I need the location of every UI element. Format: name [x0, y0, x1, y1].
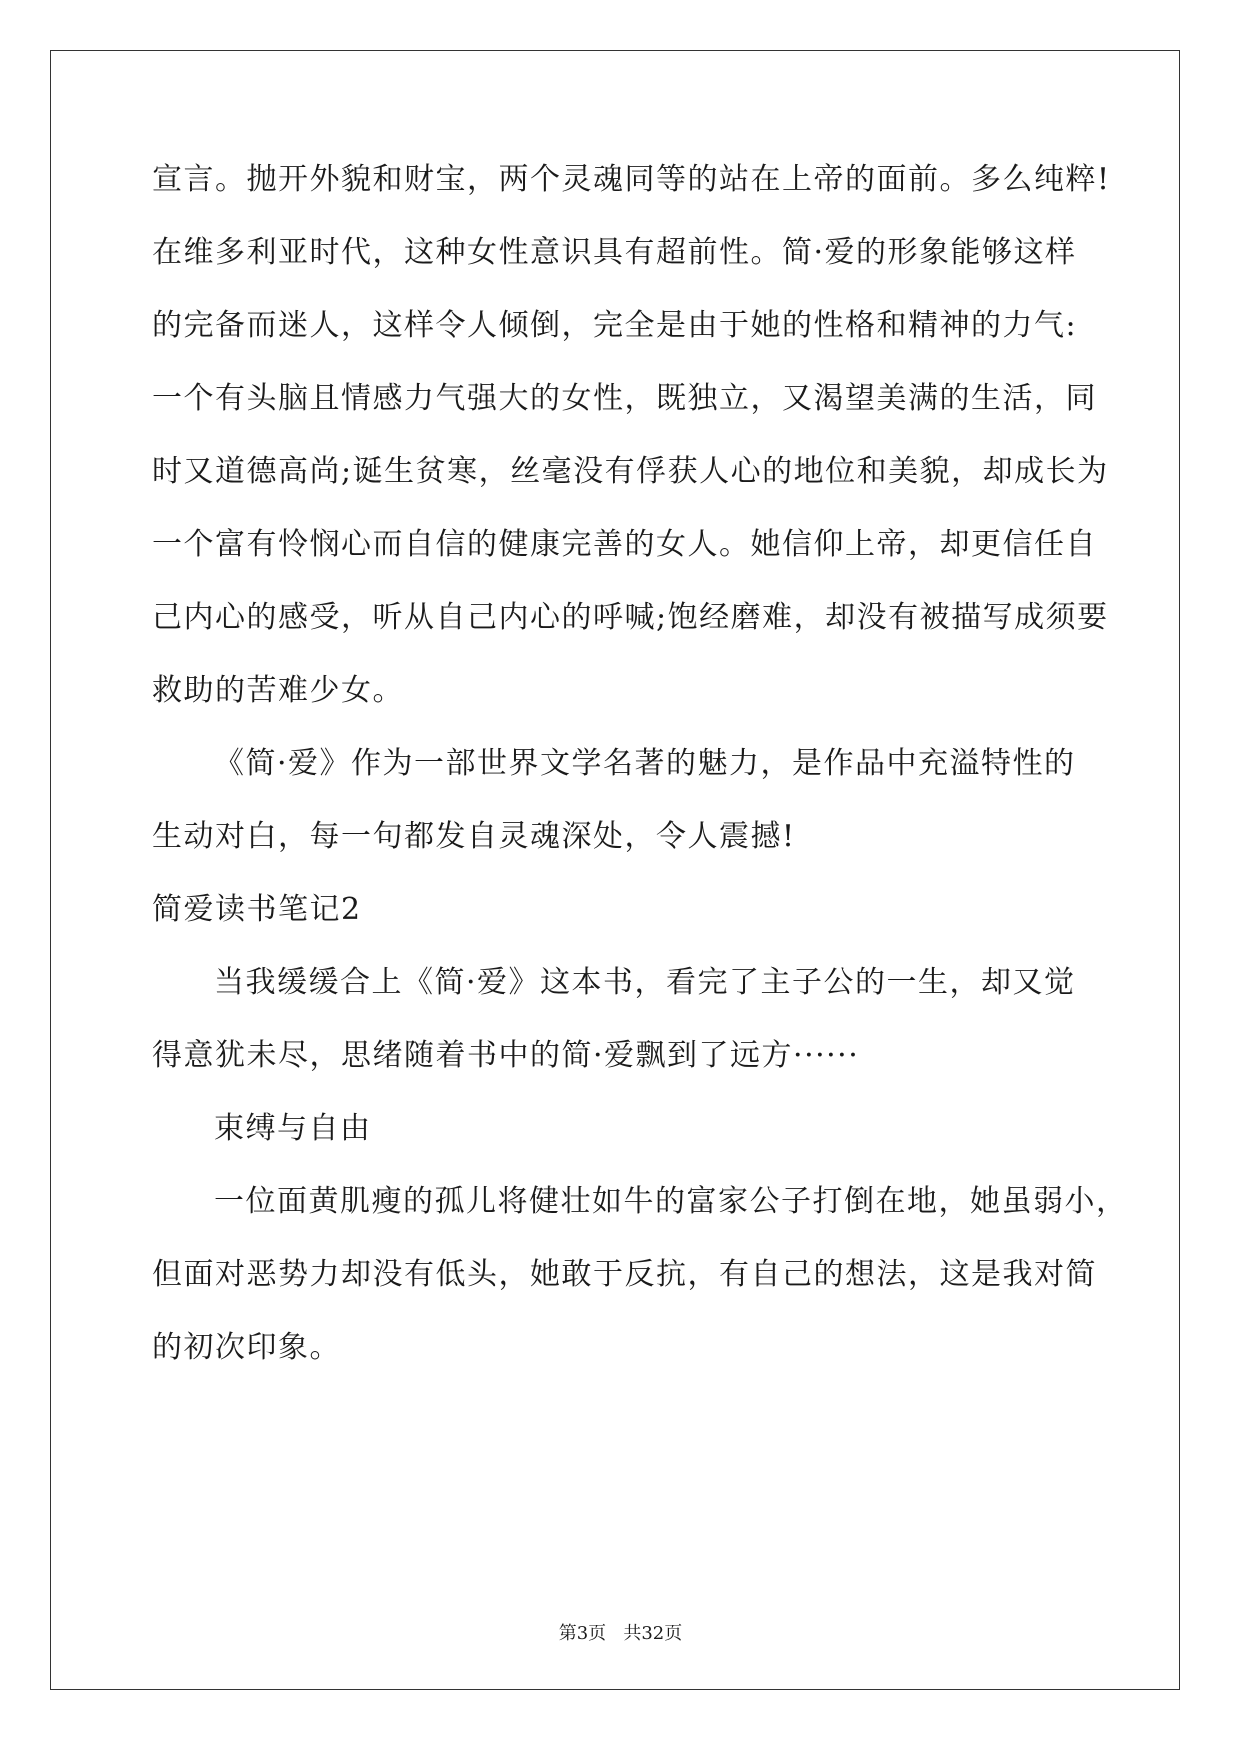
text-line: 的初次印象。	[152, 1330, 341, 1365]
section-heading: 简爱读书笔记2	[152, 892, 362, 927]
subheading: 束缚与自由	[214, 1111, 372, 1146]
text-line: 得意犹未尽，思绪随着书中的简·爱飘到了远方······	[152, 1038, 860, 1073]
text-line: 宣言。抛开外貌和财宝，两个灵魂同等的站在上帝的面前。多么纯粹!	[152, 162, 1111, 197]
paragraph-start-line: 《简·爱》作为一部世界文学名著的魅力，是作品中充溢特性的	[214, 746, 1076, 781]
text-line: 一个有头脑且情感力气强大的女性，既独立，又渴望美满的生活，同	[152, 381, 1097, 416]
text-line: 时又道德高尚;诞生贫寒，丝毫没有俘获人心的地位和美貌，却成长为	[152, 454, 1109, 489]
text-line: 在维多利亚时代，这种女性意识具有超前性。简·爱的形象能够这样	[152, 235, 1077, 270]
paragraph-start-line: 一位面黄肌瘦的孤儿将健壮如牛的富家公子打倒在地，她虽弱小，	[214, 1184, 1128, 1219]
text-line: 但面对恶势力却没有低头，她敢于反抗，有自己的想法，这是我对简	[152, 1257, 1097, 1292]
text-line: 生动对白，每一句都发自灵魂深处，令人震撼!	[152, 819, 796, 854]
page-footer: 第3页 共32页	[558, 1623, 683, 1644]
paragraph-start-line: 当我缓缓合上《简·爱》这本书，看完了主子公的一生，却又觉	[214, 965, 1076, 1000]
text-line: 的完备而迷人，这样令人倾倒，完全是由于她的性格和精神的力气:	[152, 308, 1078, 343]
text-line: 救助的苦难少女。	[152, 673, 404, 708]
page-border	[50, 50, 1180, 1690]
text-line: 一个富有怜悯心而自信的健康完善的女人。她信仰上帝，却更信任自	[152, 527, 1097, 562]
text-line: 己内心的感受，听从自己内心的呼喊;饱经磨难，却没有被描写成须要	[152, 600, 1109, 635]
